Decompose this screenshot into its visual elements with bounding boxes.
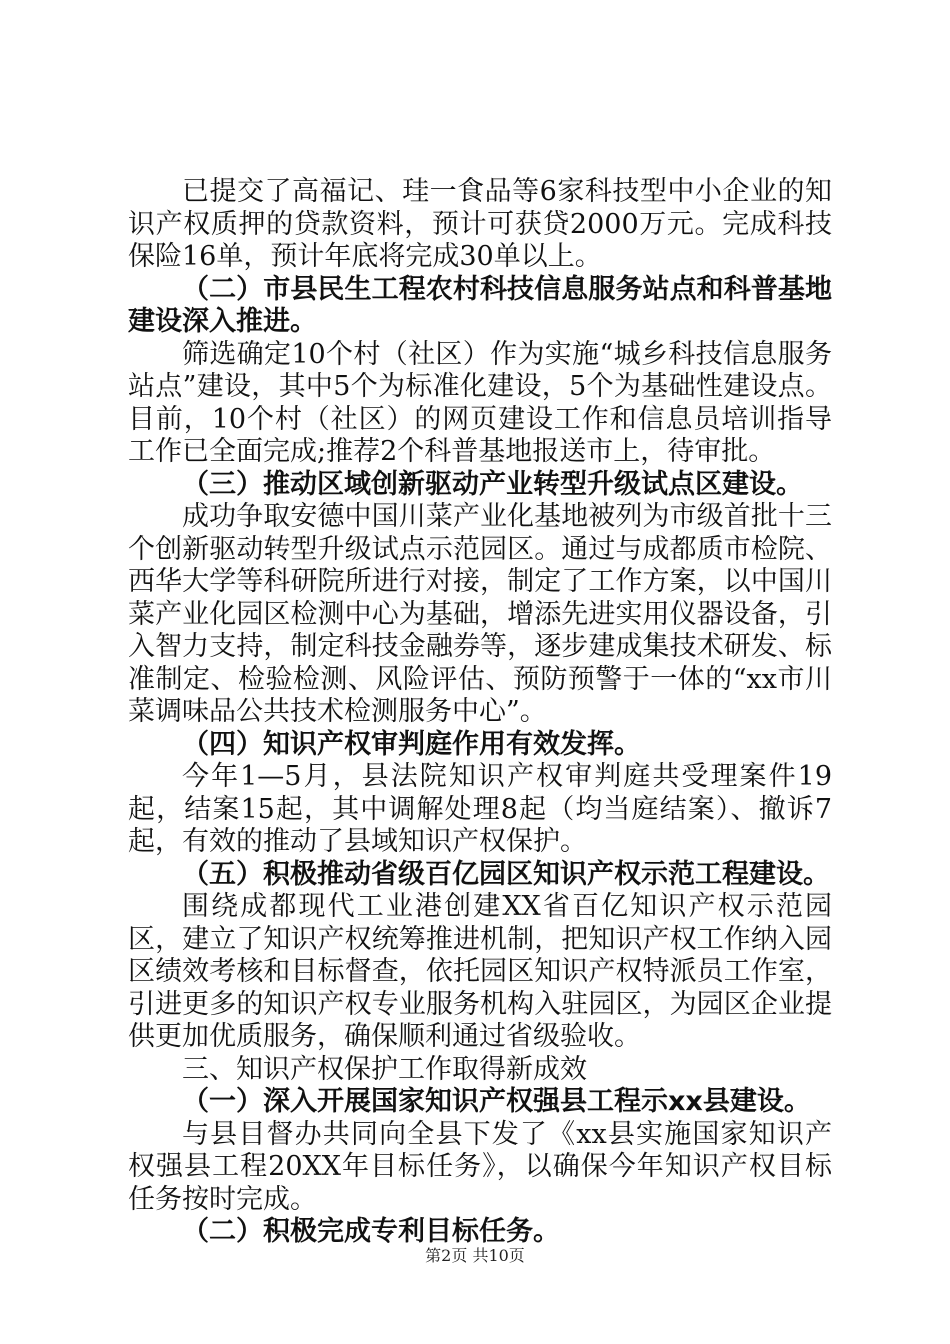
heading-ip-tribunal: （四）知识产权审判庭作用有效发挥。 <box>182 728 641 760</box>
heading-patent-targets: （二）积极完成专利目标任务。 <box>182 1216 560 1247</box>
section-title-ip-protection: 三、知识产权保护工作取得新成效 <box>182 1053 587 1085</box>
paragraph-ip-tribunal: 今年1—5月，县法院知识产权审判庭共受理案件19起，结案15起，其中调解处理8起（均当庭结案）、撤诉7起，有效的推动了县域知识产权保护。 <box>128 761 832 857</box>
heading-ip-demo-park: （五）积极推动省级百亿园区知识产权示范工程建设。 <box>182 858 830 890</box>
paragraph-strong-county-project: 与县目督办共同向全县下发了《xx县实施国家知识产权强县工程20XX年目标任务》，以确保今年知识产权目标任务按时完成。 <box>128 1118 832 1215</box>
heading-info-service-stations: （二）市县民生工程农村科技信息服务站点和科普基地建设深入推进。 <box>128 273 832 337</box>
paragraph-ip-demo-park: 围绕成都现代工业港创建XX省百亿知识产权示范园区，建立了知识产权统筹推进机制，把知识产权工作纳入园区绩效考核和目标督查，依托园区知识产权特派员工作室，引进更多的知识产权专业服务机构入驻园区，为园区企业提供更加优质服务，确保顺利通过省级验收。 <box>128 891 832 1052</box>
heading-strong-county-project: （一）深入开展国家知识产权强县工程示xx县建设。 <box>182 1086 811 1117</box>
paragraph-info-service-stations: 筛选确定10个村（社区）作为实施“城乡科技信息服务站点”建设，其中5个为标准化建设，5个为基础性建设点。目前，10个村（社区）的网页建设工作和信息员培训指导工作已全面完成;推荐2个科普基地报送市上，待审批。 <box>128 338 832 467</box>
heading-innovation-pilot-zone: （三）推动区域创新驱动产业转型升级试点区建设。 <box>182 468 803 500</box>
document-body <box>128 176 832 1249</box>
paragraph-loan-insurance: 已提交了高福记、珪一食品等6家科技型中小企业的知识产权质押的贷款资料，预计可获贷2000万元。完成科技保险16单，预计年底将完成30单以上。 <box>128 176 832 272</box>
paragraph-innovation-pilot-zone: 成功争取安德中国川菜产业化基地被列为市级首批十三个创新驱动转型升级试点示范园区。通过与成都质市检院、西华大学等科研院所进行对接，制定了工作方案，以中国川菜产业化园区检测中心为基础，增添先进实用仪器设备，引入智力支持，制定科技金融券等，逐步建成集技术研发、标准制定、检验检测、风险评估、预防预警于一体的“xx市川菜调味品公共技术检测服务中心”。 <box>128 501 832 727</box>
page-number-footer: 第2页 共10页 <box>425 1246 525 1265</box>
